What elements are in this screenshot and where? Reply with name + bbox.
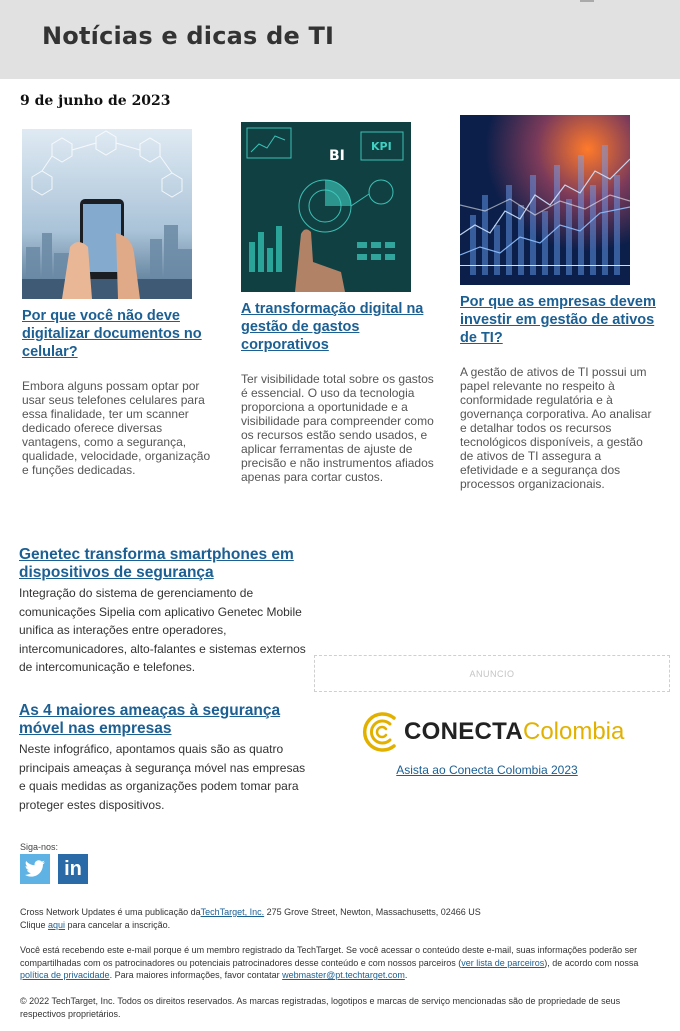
- follow-label: Siga-nos:: [20, 842, 59, 852]
- ad-link[interactable]: Asista ao Conecta Colombia 2023: [396, 763, 578, 777]
- twitter-icon[interactable]: [20, 854, 50, 884]
- story-body-2: Neste infográfico, apontamos quais são as quatro principais ameaças à segurança móvel nas empresas e quais medidas as organizações podem tomar para proteger estes dispositivos.: [19, 742, 306, 812]
- story-1: [19, 546, 311, 677]
- article-body-1: Embora alguns possam optar por usar seus telefones celulares para essa finalidade, ter um scanner dedicado oferece diversas vantagens, como a segurança, qualidade, velocidade, organização e funções dedicadas.: [22, 379, 211, 477]
- story-2: [19, 702, 311, 814]
- footer-disclaimer: [20, 944, 656, 982]
- article-image-phone[interactable]: [22, 129, 192, 299]
- article-body-3: A gestão de ativos de TI possui um papel relevante no respeito à conformidade regulatória e à governança corporativa. Ao analisar e detalhar todos os recursos tecnológicos disponíveis, a gestão de ativos de TI assegura a efetividade e a segurança dos processos organizacionais.: [460, 365, 652, 491]
- footer-disclaimer-end: .: [404, 970, 408, 980]
- article-title-2[interactable]: A transformação digital na gestão de gastos corporativos: [241, 301, 424, 353]
- ad-label: ANUNCIO: [469, 669, 515, 679]
- conecta-c-icon: [360, 710, 402, 754]
- footer-unsub-post: para cancelar a inscrição.: [65, 919, 171, 930]
- story-title-1[interactable]: Genetec transforma smartphones em dispositivos de segurança: [19, 546, 294, 581]
- article-body-2: Ter visibilidade total sobre os gastos é essencial. O uso da tecnologia proporciona a oportunidade e a visibilidade para compreender como os recursos estão sendo usados, e aplicar ferramentas de ajuste de precisão e não instrumentos afiados apenas para cortar custos.: [241, 372, 434, 484]
- techtarget-link[interactable]: TechTarget, Inc.: [200, 907, 265, 917]
- newsletter-header: [0, 0, 680, 79]
- svg-text:BI: BI: [329, 148, 345, 164]
- conecta-word-light: Colombia: [522, 718, 625, 745]
- partners-link[interactable]: ver lista de parceiros: [461, 957, 545, 968]
- article-title-3[interactable]: Por que as empresas devem investir em gestão de ativos de TI?: [460, 294, 656, 346]
- svg-text:KPI: KPI: [371, 140, 392, 153]
- footer-disclaimer-text-2: ), de acordo com nossa: [544, 957, 639, 968]
- article-title-1[interactable]: Por que você não deve digitalizar documentos no celular?: [22, 308, 202, 360]
- conecta-word-bold: CONECTA: [404, 718, 523, 745]
- page-title: Notícias e dicas de TI: [42, 22, 335, 50]
- footer-address: 275 Grove Street, Newton, Massachusetts, 02466 US: [264, 907, 481, 917]
- conecta-wordmark: [404, 718, 624, 746]
- corner-mark: [580, 0, 594, 2]
- footer-publisher: [20, 906, 656, 931]
- ad-slot: [314, 655, 670, 692]
- privacy-policy-link[interactable]: política de privacidade: [20, 970, 110, 980]
- article-image-digital[interactable]: [241, 122, 411, 292]
- footer-publisher-text: Cross Network Updates é uma publicação da: [20, 907, 201, 917]
- article-card-2: [241, 122, 437, 484]
- issue-date: 9 de junho de 2023: [20, 93, 171, 109]
- footer-copyright: © 2022 TechTarget, Inc. Todos os direitos reservados. As marcas registradas, logotipos e marcas de serviço mencionadas são de propriedade de seus respectivos proprietários.: [20, 996, 621, 1019]
- footer-disclaimer-text: Você está recebendo este e-mail porque é um membro registrado da TechTarget. Se você acessar o conteúdo deste e-mail, suas informações poderão ser compartilhadas com os patrocinadores ou potenciais patrocinadores desse conteúdo e com nossos parceiros (: [20, 945, 638, 968]
- webmaster-email-link[interactable]: webmaster@pt.techtarget.com: [282, 970, 405, 980]
- conecta-colombia-logo[interactable]: [360, 708, 625, 756]
- linkedin-icon[interactable]: in: [58, 854, 88, 884]
- story-title-2[interactable]: As 4 maiores ameaças à segurança móvel nas empresas: [19, 702, 281, 737]
- footer-unsub-pre: Clique: [20, 919, 49, 930]
- article-card-3: [460, 115, 656, 491]
- article-card-1: [22, 129, 218, 477]
- story-body-1: Integração do sistema de gerenciamento de comunicações Sipelia com aplicativo Genetec Mobile unifica as interações entre operadores, intercomunicadores, alto-falantes e sistemas externos de intercomunicação e telefones.: [19, 586, 306, 674]
- unsubscribe-link[interactable]: aqui: [48, 919, 66, 930]
- footer-disclaimer-text-3: . Para maiores informações, favor contatar: [109, 970, 283, 980]
- article-image-finance[interactable]: [460, 115, 630, 285]
